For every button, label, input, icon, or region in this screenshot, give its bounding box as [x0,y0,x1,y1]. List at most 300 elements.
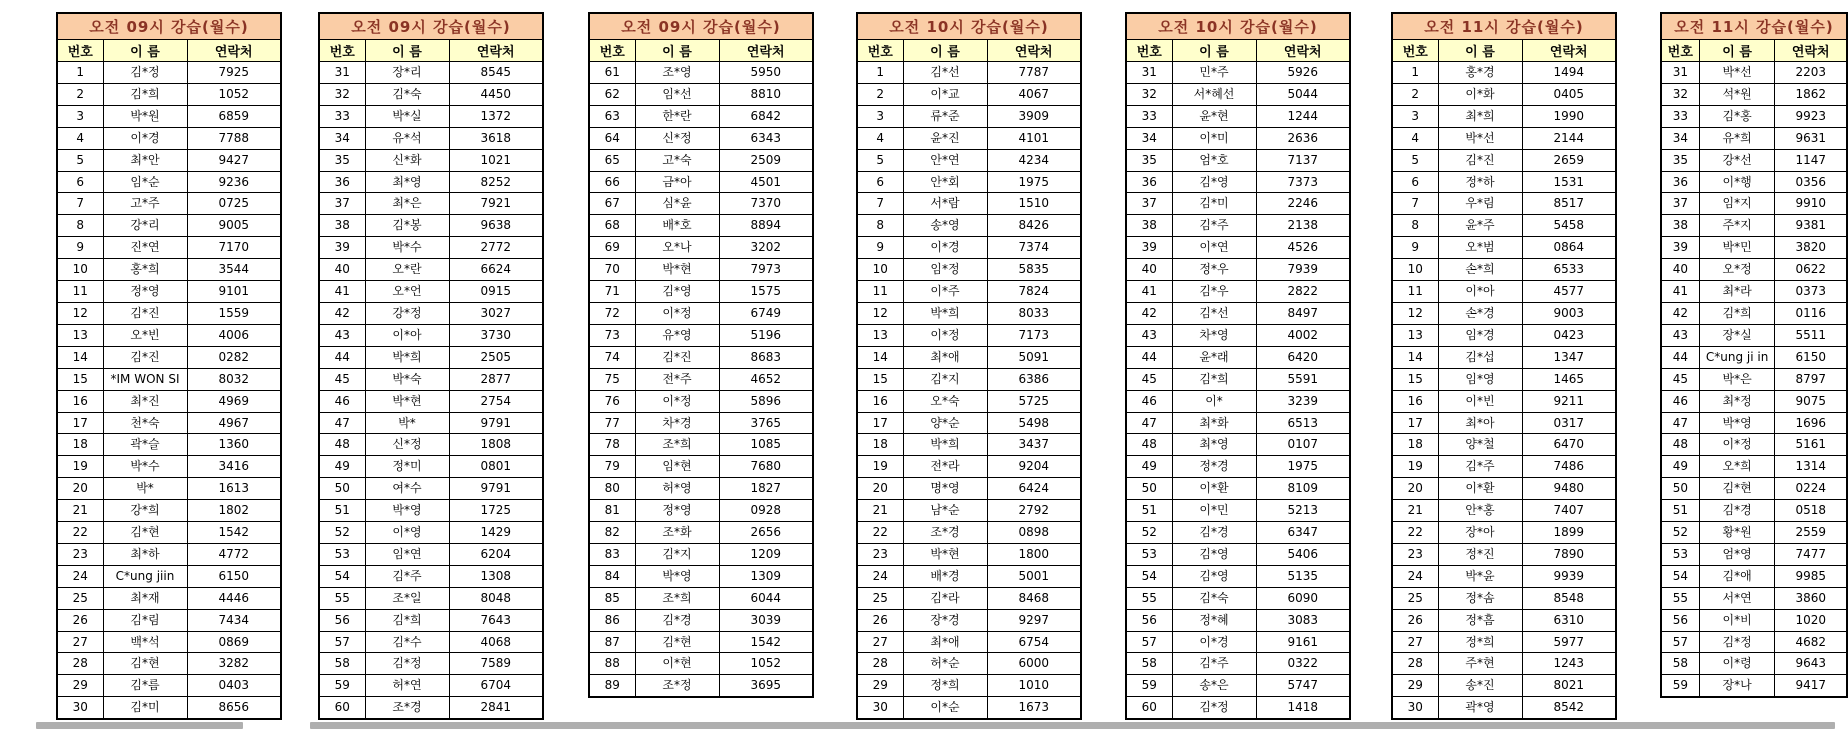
table-row [589,478,813,500]
cell-name: 오*언 [365,281,449,303]
cell-name: 김*영 [635,281,719,303]
table-row [589,302,813,324]
table-row [857,565,1081,587]
cell-name: 김*희 [103,83,187,105]
cell-contact: 5747 [1256,675,1350,697]
table-row [1126,543,1350,565]
table-row [1661,62,1847,84]
column-header-contact: 연락처 [449,40,543,62]
cell-contact: 1244 [1256,105,1350,127]
cell-number: 16 [857,390,903,412]
table-row [57,324,281,346]
cell-contact: 6347 [1256,522,1350,544]
cell-number: 71 [589,281,635,303]
cell-contact: 7137 [1256,149,1350,171]
table-row [57,609,281,631]
cell-number: 58 [319,653,365,675]
table-row [1392,215,1616,237]
class-roster-table [318,12,544,720]
cell-name: 박*현 [365,390,449,412]
table-row [57,675,281,697]
cell-number: 5 [1392,149,1438,171]
cell-name: 정*영 [635,500,719,522]
cell-number: 40 [1126,259,1172,281]
cell-contact: 0356 [1775,171,1847,193]
cell-contact: 6754 [987,631,1081,653]
cell-name: 조*경 [365,697,449,719]
cell-name: 손*희 [1438,259,1522,281]
cell-contact: 9480 [1522,478,1616,500]
cell-name: 유*영 [635,324,719,346]
cell-name: 곽*영 [1438,697,1522,719]
column-header-contact: 연락처 [1256,40,1350,62]
table-row [589,149,813,171]
table-row [1661,368,1847,390]
cell-number: 57 [1661,631,1699,653]
cell-number: 26 [857,609,903,631]
cell-contact: 1827 [719,478,813,500]
table-row [1392,653,1616,675]
cell-name: 황*원 [1699,522,1775,544]
cell-name: 배*경 [903,565,987,587]
cell-contact: 1052 [187,83,281,105]
cell-name: 천*숙 [103,412,187,434]
cell-name: 최*안 [103,149,187,171]
cell-contact: 6044 [719,587,813,609]
cell-contact: 6533 [1522,259,1616,281]
cell-number: 67 [589,193,635,215]
cell-contact: 7477 [1775,543,1847,565]
table-row [57,543,281,565]
cell-name: 심*윤 [635,193,719,215]
cell-name: 조*정 [635,675,719,697]
cell-name: 오*빈 [103,324,187,346]
column-header-contact: 연락처 [719,40,813,62]
cell-name: 차*경 [635,412,719,434]
cell-contact: 1510 [987,193,1081,215]
cell-number: 12 [1392,302,1438,324]
cell-contact: 7589 [449,653,543,675]
table-row [1392,193,1616,215]
table-row [1126,171,1350,193]
cell-name: 박*희 [903,302,987,324]
cell-name: 이*민 [1172,500,1256,522]
cell-name: 최*애 [903,346,987,368]
column-header-contact: 연락처 [187,40,281,62]
table-row [1126,105,1350,127]
cell-name: 이*화 [1438,83,1522,105]
cell-name: 김*홍 [1699,105,1775,127]
cell-number: 87 [589,631,635,653]
cell-contact: 1314 [1775,456,1847,478]
table-row [57,171,281,193]
cell-name: 민*주 [1172,62,1256,84]
cell-name: 윤*현 [1172,105,1256,127]
cell-name: 오*나 [635,237,719,259]
table-row [57,522,281,544]
cell-contact: 1418 [1256,697,1350,719]
cell-number: 48 [1661,434,1699,456]
cell-contact: 5213 [1256,500,1350,522]
cell-name: 김*진 [103,346,187,368]
cell-contact: 4101 [987,127,1081,149]
cell-name: 고*주 [103,193,187,215]
cell-contact: 6704 [449,675,543,697]
cell-number: 5 [857,149,903,171]
cell-number: 33 [319,105,365,127]
cell-number: 17 [857,412,903,434]
cell-number: 30 [857,697,903,719]
cell-name: 정*혜 [1172,609,1256,631]
cell-name: 김*지 [903,368,987,390]
cell-name: 이*비 [1699,609,1775,631]
cell-number: 49 [319,456,365,478]
table-row [857,368,1081,390]
cell-contact: 4446 [187,587,281,609]
cell-number: 15 [1392,368,1438,390]
cell-number: 10 [1392,259,1438,281]
cell-contact: 4234 [987,149,1081,171]
table-row [1661,259,1847,281]
cell-number: 51 [1661,500,1699,522]
cell-number: 52 [319,522,365,544]
cell-number: 45 [1661,368,1699,390]
cell-name: 최*정 [1699,390,1775,412]
cell-contact: 7925 [187,62,281,84]
table-row [319,346,543,368]
table-row [1392,83,1616,105]
table-row [1126,456,1350,478]
cell-contact: 0864 [1522,237,1616,259]
cell-number: 25 [857,587,903,609]
cell-number: 47 [1661,412,1699,434]
cell-contact: 1021 [449,149,543,171]
table-row [1392,237,1616,259]
table-row [319,127,543,149]
cell-number: 31 [1661,62,1699,84]
cell-number: 74 [589,346,635,368]
cell-name: 김*정 [1699,631,1775,653]
cell-name: 강*희 [103,500,187,522]
cell-name: 김*현 [1699,478,1775,500]
table-row [57,259,281,281]
cell-number: 50 [1661,478,1699,500]
cell-contact: 1085 [719,434,813,456]
cell-contact: 9923 [1775,105,1847,127]
table-row [319,149,543,171]
cell-contact: 8032 [187,368,281,390]
table-row [589,609,813,631]
cell-name: 김*수 [365,631,449,653]
cell-number: 4 [857,127,903,149]
cell-number: 7 [57,193,103,215]
cell-contact: 1542 [187,522,281,544]
cell-name: 이*행 [1699,171,1775,193]
cell-name: 최*라 [1699,281,1775,303]
cell-number: 7 [1392,193,1438,215]
table-row [1661,171,1847,193]
cell-name: 박*희 [903,434,987,456]
cell-number: 18 [57,434,103,456]
cell-name: 박*수 [365,237,449,259]
table-row [57,62,281,84]
cell-contact: 8542 [1522,697,1616,719]
cell-number: 64 [589,127,635,149]
cell-name: 신*정 [635,127,719,149]
cell-contact: 1862 [1775,83,1847,105]
table-row [319,631,543,653]
cell-name: 조*희 [635,587,719,609]
table-row [1392,62,1616,84]
cell-name: 정*희 [1438,631,1522,653]
cell-contact: 1209 [719,543,813,565]
cell-number: 28 [57,653,103,675]
cell-number: 43 [319,324,365,346]
bottom-divider-bar-left [36,722,243,729]
cell-name: 양*순 [903,412,987,434]
cell-name: 이*주 [903,281,987,303]
cell-contact: 6420 [1256,346,1350,368]
table-row [1126,500,1350,522]
cell-contact: 2505 [449,346,543,368]
table-row [319,522,543,544]
cell-contact: 9417 [1775,675,1847,697]
cell-number: 26 [57,609,103,631]
table-row [857,324,1081,346]
table-row [1392,697,1616,719]
cell-name: 임*정 [903,259,987,281]
cell-name: 김*희 [1172,368,1256,390]
table-row [57,193,281,215]
cell-contact: 7680 [719,456,813,478]
table-row [1661,565,1847,587]
cell-number: 23 [857,543,903,565]
cell-contact: 2772 [449,237,543,259]
table-row [857,587,1081,609]
column-header-name: 이 름 [365,40,449,62]
cell-name: 박*현 [635,259,719,281]
cell-name: 송*진 [1438,675,1522,697]
cell-name: 김*경 [1172,522,1256,544]
cell-number: 55 [319,587,365,609]
table-row [857,105,1081,127]
column-header-number: 번호 [1661,40,1699,62]
cell-contact: 3544 [187,259,281,281]
cell-number: 66 [589,171,635,193]
cell-contact: 8109 [1256,478,1350,500]
column-header-contact: 연락처 [987,40,1081,62]
cell-number: 38 [1661,215,1699,237]
table-title: 오전 11시 강습(월수) [1661,13,1847,40]
cell-name: 장*나 [1699,675,1775,697]
cell-name: 임*영 [1438,368,1522,390]
table-row [1126,368,1350,390]
cell-number: 42 [319,302,365,324]
table-row [857,500,1081,522]
cell-contact: 8468 [987,587,1081,609]
table-row [1126,675,1350,697]
column-header-name: 이 름 [635,40,719,62]
cell-name: 최*애 [903,631,987,653]
cell-contact: 5498 [987,412,1081,434]
table-row [319,302,543,324]
cell-name: 신*정 [365,434,449,456]
cell-name: 임*순 [103,171,187,193]
cell-name: 김*섭 [1438,346,1522,368]
cell-name: 허*순 [903,653,987,675]
cell-name: 이*순 [903,697,987,719]
cell-name: 김*현 [635,631,719,653]
table-title: 오전 09시 강습(월수) [589,13,813,40]
cell-number: 32 [319,83,365,105]
table-row [1661,456,1847,478]
cell-contact: 1347 [1522,346,1616,368]
cell-name: 오*범 [1438,237,1522,259]
cell-contact: 9005 [187,215,281,237]
table-row [1126,83,1350,105]
cell-name: 김*우 [1172,281,1256,303]
table-row [1392,281,1616,303]
cell-contact: 3039 [719,609,813,631]
cell-name: 이*령 [1699,653,1775,675]
cell-number: 53 [319,543,365,565]
cell-number: 47 [319,412,365,434]
cell-number: 9 [1392,237,1438,259]
cell-name: 김*경 [635,609,719,631]
table-row [1661,522,1847,544]
cell-number: 41 [1661,281,1699,303]
cell-name: 이*영 [365,522,449,544]
cell-number: 57 [1126,631,1172,653]
cell-name: 이*아 [1438,281,1522,303]
cell-number: 39 [1126,237,1172,259]
cell-name: 정*우 [1172,259,1256,281]
cell-number: 18 [857,434,903,456]
cell-contact: 3909 [987,105,1081,127]
cell-name: 박*윤 [1438,565,1522,587]
cell-number: 48 [319,434,365,456]
table-row [57,149,281,171]
column-header-contact: 연락처 [1522,40,1616,62]
cell-contact: 1899 [1522,522,1616,544]
cell-contact: 2138 [1256,215,1350,237]
cell-name: 이*정 [635,390,719,412]
cell-number: 50 [1126,478,1172,500]
cell-contact: 7434 [187,609,281,631]
cell-contact: 5591 [1256,368,1350,390]
cell-contact: 8810 [719,83,813,105]
table-row [1661,675,1847,697]
table-row [319,237,543,259]
table-row [857,237,1081,259]
table-row [857,653,1081,675]
cell-number: 56 [1661,609,1699,631]
table-row [1392,543,1616,565]
cell-name: 이* [1172,390,1256,412]
cell-contact: 6090 [1256,587,1350,609]
cell-name: 윤*주 [1438,215,1522,237]
cell-number: 41 [319,281,365,303]
cell-number: 54 [1126,565,1172,587]
cell-number: 12 [857,302,903,324]
cell-contact: 5950 [719,62,813,84]
cell-contact: 4450 [449,83,543,105]
cell-number: 4 [1392,127,1438,149]
cell-number: 13 [57,324,103,346]
cell-contact: 5725 [987,390,1081,412]
cell-number: 39 [319,237,365,259]
table-row [589,346,813,368]
column-header-number: 번호 [57,40,103,62]
column-header-number: 번호 [857,40,903,62]
cell-number: 59 [319,675,365,697]
table-row [1392,105,1616,127]
cell-name: 정*영 [103,281,187,303]
table-row [319,609,543,631]
cell-contact: 1559 [187,302,281,324]
cell-contact: 1673 [987,697,1081,719]
cell-number: 1 [857,62,903,84]
cell-number: 19 [1392,456,1438,478]
table-row [1392,587,1616,609]
cell-contact: 7173 [987,324,1081,346]
table-row [57,434,281,456]
cell-name: 박*희 [365,346,449,368]
cell-number: 55 [1661,587,1699,609]
cell-contact: 0622 [1775,259,1847,281]
cell-number: 57 [319,631,365,653]
cell-name: 손*경 [1438,302,1522,324]
cell-name: 허*연 [365,675,449,697]
cell-contact: 4067 [987,83,1081,105]
table-row [319,390,543,412]
cell-name: 박*은 [1699,368,1775,390]
cell-contact: 8545 [449,62,543,84]
table-row [589,105,813,127]
cell-name: 송*은 [1172,675,1256,697]
cell-contact: 9791 [449,412,543,434]
cell-number: 8 [57,215,103,237]
cell-number: 21 [57,500,103,522]
cell-number: 60 [319,697,365,719]
cell-name: 김*주 [1438,456,1522,478]
cell-number: 8 [1392,215,1438,237]
cell-contact: 6749 [719,302,813,324]
cell-name: 안*홍 [1438,500,1522,522]
cell-name: 김*숙 [1172,587,1256,609]
cell-contact: 2877 [449,368,543,390]
table-row [1392,302,1616,324]
table-row [57,302,281,324]
cell-name: 홍*희 [103,259,187,281]
cell-number: 29 [1392,675,1438,697]
cell-number: 43 [1126,324,1172,346]
cell-number: 31 [319,62,365,84]
cell-contact: 9211 [1522,390,1616,412]
cell-number: 49 [1126,456,1172,478]
cell-number: 42 [1126,302,1172,324]
cell-contact: 5406 [1256,543,1350,565]
cell-name: 최*은 [365,193,449,215]
cell-number: 40 [319,259,365,281]
table-row [1126,653,1350,675]
cell-contact: 3695 [719,675,813,697]
table-row [319,500,543,522]
cell-number: 18 [1392,434,1438,456]
cell-number: 13 [1392,324,1438,346]
cell-name: 엄*호 [1172,149,1256,171]
table-title: 오전 11시 강습(월수) [1392,13,1616,40]
